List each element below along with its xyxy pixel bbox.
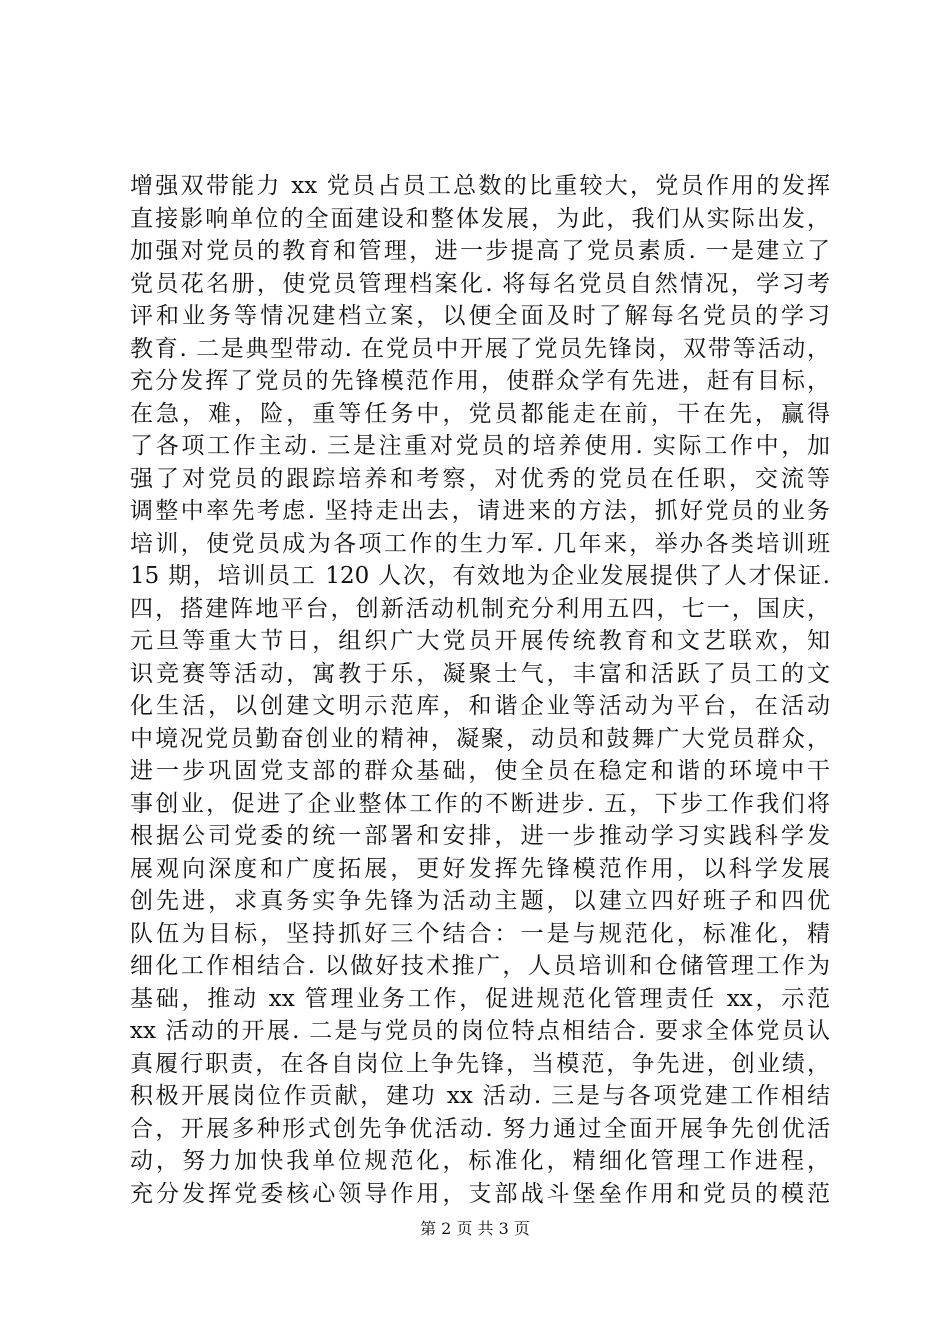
text-line: 展观向深度和广度拓展，更好发挥先锋模范作用，以科学发展 [130,855,830,882]
text-line: 元旦等重大节日，组织广大党员开展传统教育和文艺联欢，知 [130,628,830,654]
text-line: 在急，难，险，重等任务中，党员都能走在前，干在先，赢得 [130,400,830,427]
text-line: 合，开展多种形式创先争优活动. 努力通过全面开展争先创优活 [130,1115,830,1142]
text-line: 直接影响单位的全面建设和整体发展，为此，我们从实际出发， [130,205,830,232]
text-line: 基础，推动 xx 管理业务工作，促进规范化管理责任 xx，示范 [130,985,830,1012]
text-line: 识竞赛等活动，寓教于乐，凝聚士气，丰富和活跃了员工的文 [130,660,830,687]
text-line: 了各项工作主动. 三是注重对党员的培养使用. 实际工作中，加 [130,433,830,459]
text-line: 化生活，以创建文明示范库，和谐企业等活动为平台，在活动 [130,693,830,719]
text-line: 动，努力加快我单位规范化，标准化，精细化管理工作进程， [130,1148,830,1174]
text-line: 党员花名册，使党员管理档案化. 将每名党员自然情况，学习考 [130,270,830,297]
text-line: 四，搭建阵地平台，创新活动机制充分利用五四，七一，国庆， [130,595,830,622]
text-line: xx 活动的开展. 二是与党员的岗位特点相结合. 要求全体党员认 [130,1018,830,1044]
text-line: 培训，使党员成为各项工作的生力军. 几年来，举办各类培训班 [130,530,830,557]
text-line: 15 期，培训员工 120 人次，有效地为企业发展提供了人才保证. [130,563,830,589]
text-line: 事创业，促进了企业整体工作的不断进步. 五，下步工作我们将 [130,790,830,817]
text-line: 充分发挥党委核心领导作用，支部战斗堡垒作用和党员的模范 [130,1180,830,1207]
text-line: 进一步巩固党支部的群众基础，使全员在稳定和谐的环境中干 [130,758,830,784]
text-line: 中境况党员勤奋创业的精神，凝聚，动员和鼓舞广大党员群众， [130,725,830,752]
text-line: 创先进，求真务实争先锋为活动主题，以建立四好班子和四优 [130,888,830,914]
text-line: 加强对党员的教育和管理，进一步提高了党员素质. 一是建立了 [130,238,830,264]
text-line: 增强双带能力 xx 党员占员工总数的比重较大，党员作用的发挥 [130,173,830,199]
text-line: 强了对党员的跟踪培养和考察，对优秀的党员在任职，交流等 [130,465,830,492]
text-line: 根据公司党委的统一部署和安排，进一步推动学习实践科学发 [130,823,830,849]
body-text [130,170,830,1210]
text-line: 真履行职责，在各自岗位上争先锋，当模范，争先进，创业绩， [130,1050,830,1077]
text-line: 评和业务等情况建档立案，以便全面及时了解每名党员的学习 [130,303,830,329]
text-line: 积极开展岗位作贡献，建功 xx 活动. 三是与各项党建工作相结 [130,1083,830,1109]
text-line: 细化工作相结合. 以做好技术推广，人员培训和仓储管理工作为 [130,953,830,979]
text-line: 充分发挥了党员的先锋模范作用，使群众学有先进，赶有目标， [130,368,830,394]
text-line: 教育. 二是典型带动. 在党员中开展了党员先锋岗，双带等活动， [130,335,830,362]
text-line: 队伍为目标，坚持抓好三个结合：一是与规范化，标准化，精 [130,920,830,947]
text-line: 调整中率先考虑. 坚持走出去，请进来的方法，抓好党员的业务 [130,498,830,524]
page-footer: 第 2 页 共 3 页 [420,1219,530,1238]
